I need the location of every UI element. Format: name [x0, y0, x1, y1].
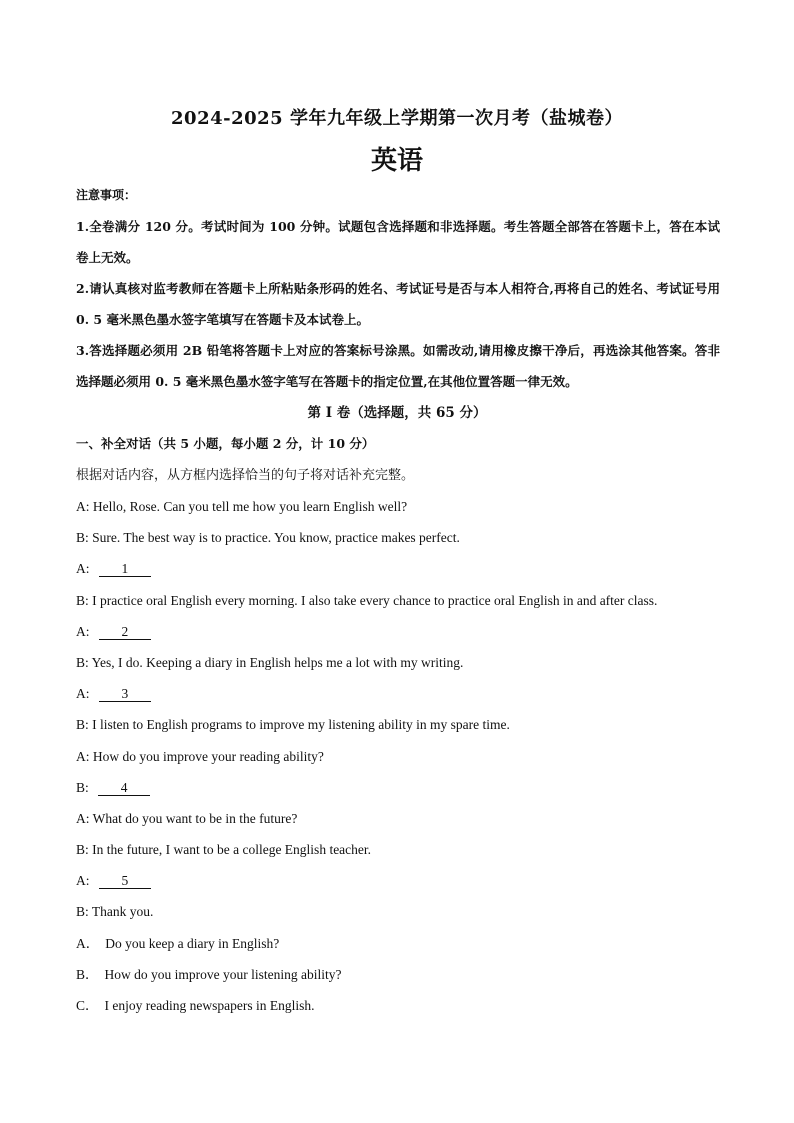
dialogue-text: Thank you. — [91, 904, 154, 920]
dialogue-line — [76, 772, 726, 803]
dialogue-line — [76, 647, 726, 678]
option-letter: A． — [76, 935, 100, 951]
speaker-label: A: — [76, 873, 90, 889]
answer-blank: 4 — [98, 781, 150, 796]
option-text: I enjoy reading newspapers in English. — [104, 998, 315, 1013]
dialogue-line — [76, 491, 726, 522]
dialogue-line — [76, 865, 726, 896]
answer-blank: 3 — [99, 687, 151, 702]
speaker-label: B: — [76, 717, 89, 733]
dialogue-line — [76, 896, 726, 927]
speaker-label: B: — [76, 904, 89, 920]
speaker-label: B: — [76, 654, 89, 670]
exam-title: 2024-2025 学年九年级上学期第一次月考（盐城卷） — [171, 108, 623, 129]
dialogue-text: In the future, I want to be a college English teacher. — [92, 842, 372, 858]
option-letter: C． — [76, 998, 99, 1013]
subject-title: 英语 — [370, 146, 423, 176]
option-letter: B． — [76, 966, 99, 982]
speaker-label: A: — [76, 810, 90, 826]
option-item — [76, 928, 726, 959]
notice-item-2: 2.请认真核对监考教师在答题卡上所粘贴条形码的姓名、考试证号是否与本人相符合,再将自己的姓名、考试证号用 0. 5 毫米黑色墨水签字笔填写在答题卡及本试卷上。 — [76, 281, 720, 327]
dialogue-text: What do you want to be in the future? — [92, 810, 298, 826]
speaker-label: B: — [76, 842, 89, 858]
answer-blank: 2 — [99, 625, 151, 640]
dialogue-text: Hello, Rose. Can you tell me how you learn English well? — [92, 499, 408, 514]
speaker-label: B: — [76, 530, 89, 546]
notice-heading: 注意事项： — [76, 188, 137, 202]
dialogue-text: I practice oral English every morning. I also take every chance to practice oral English in and after class. — [92, 592, 658, 608]
dialogue-line — [76, 803, 726, 834]
section-title: 第 I 卷（选择题，共 65 分） — [307, 405, 487, 421]
speaker-label: A: — [76, 748, 90, 764]
speaker-label: A: — [76, 561, 90, 577]
option-item — [76, 990, 726, 1021]
dialogue-line — [76, 678, 726, 709]
dialogue-line — [76, 834, 726, 865]
speaker-label: A: — [76, 686, 90, 702]
notice-item-3: 3.答选择题必须用 2B 铅笔将答题卡上对应的答案标号涂黑。如需改动,请用橡皮擦干净后，再选涂其他答案。答非选择题必须用 0. 5 毫米黑色墨水签字笔写在答题卡的指定位置,在其他位置答题一律无效。 — [76, 343, 720, 389]
dialogue-block — [76, 491, 726, 1021]
option-item — [76, 959, 726, 990]
option-text: How do you improve your listening ability? — [104, 966, 342, 982]
dialogue-text: I listen to English programs to improve my listening ability in my spare time. — [92, 717, 510, 733]
speaker-label: B: — [76, 779, 89, 795]
dialogue-line — [76, 709, 726, 740]
instruction: 根据对话内容，从方框内选择恰当的句子将对话补充完整。 — [76, 468, 415, 483]
notice-item-1: 1.全卷满分 120 分。考试时间为 100 分钟。试题包含选择题和非选择题。考生答题全部答在答题卡上，答在本试卷上无效。 — [76, 219, 720, 265]
dialogue-text: How do you improve your reading ability? — [92, 748, 324, 764]
dialogue-line — [76, 616, 726, 647]
dialogue-line — [76, 522, 726, 553]
option-text: Do you keep a diary in English? — [105, 935, 280, 951]
speaker-label: B: — [76, 592, 89, 608]
dialogue-line — [76, 553, 726, 584]
dialogue-line — [76, 585, 726, 616]
speaker-label: A: — [76, 499, 90, 514]
speaker-label: A: — [76, 623, 90, 639]
dialogue-text: Sure. The best way is to practice. You know, practice makes perfect. — [92, 530, 460, 546]
dialogue-line — [76, 741, 726, 772]
dialogue-text: Yes, I do. Keeping a diary in English helps me a lot with my writing. — [91, 654, 464, 670]
answer-blank: 5 — [99, 874, 151, 889]
part-heading: 一、补全对话（共 5 小题，每小题 2 分，计 10 分） — [76, 436, 375, 451]
answer-blank: 1 — [99, 562, 151, 577]
